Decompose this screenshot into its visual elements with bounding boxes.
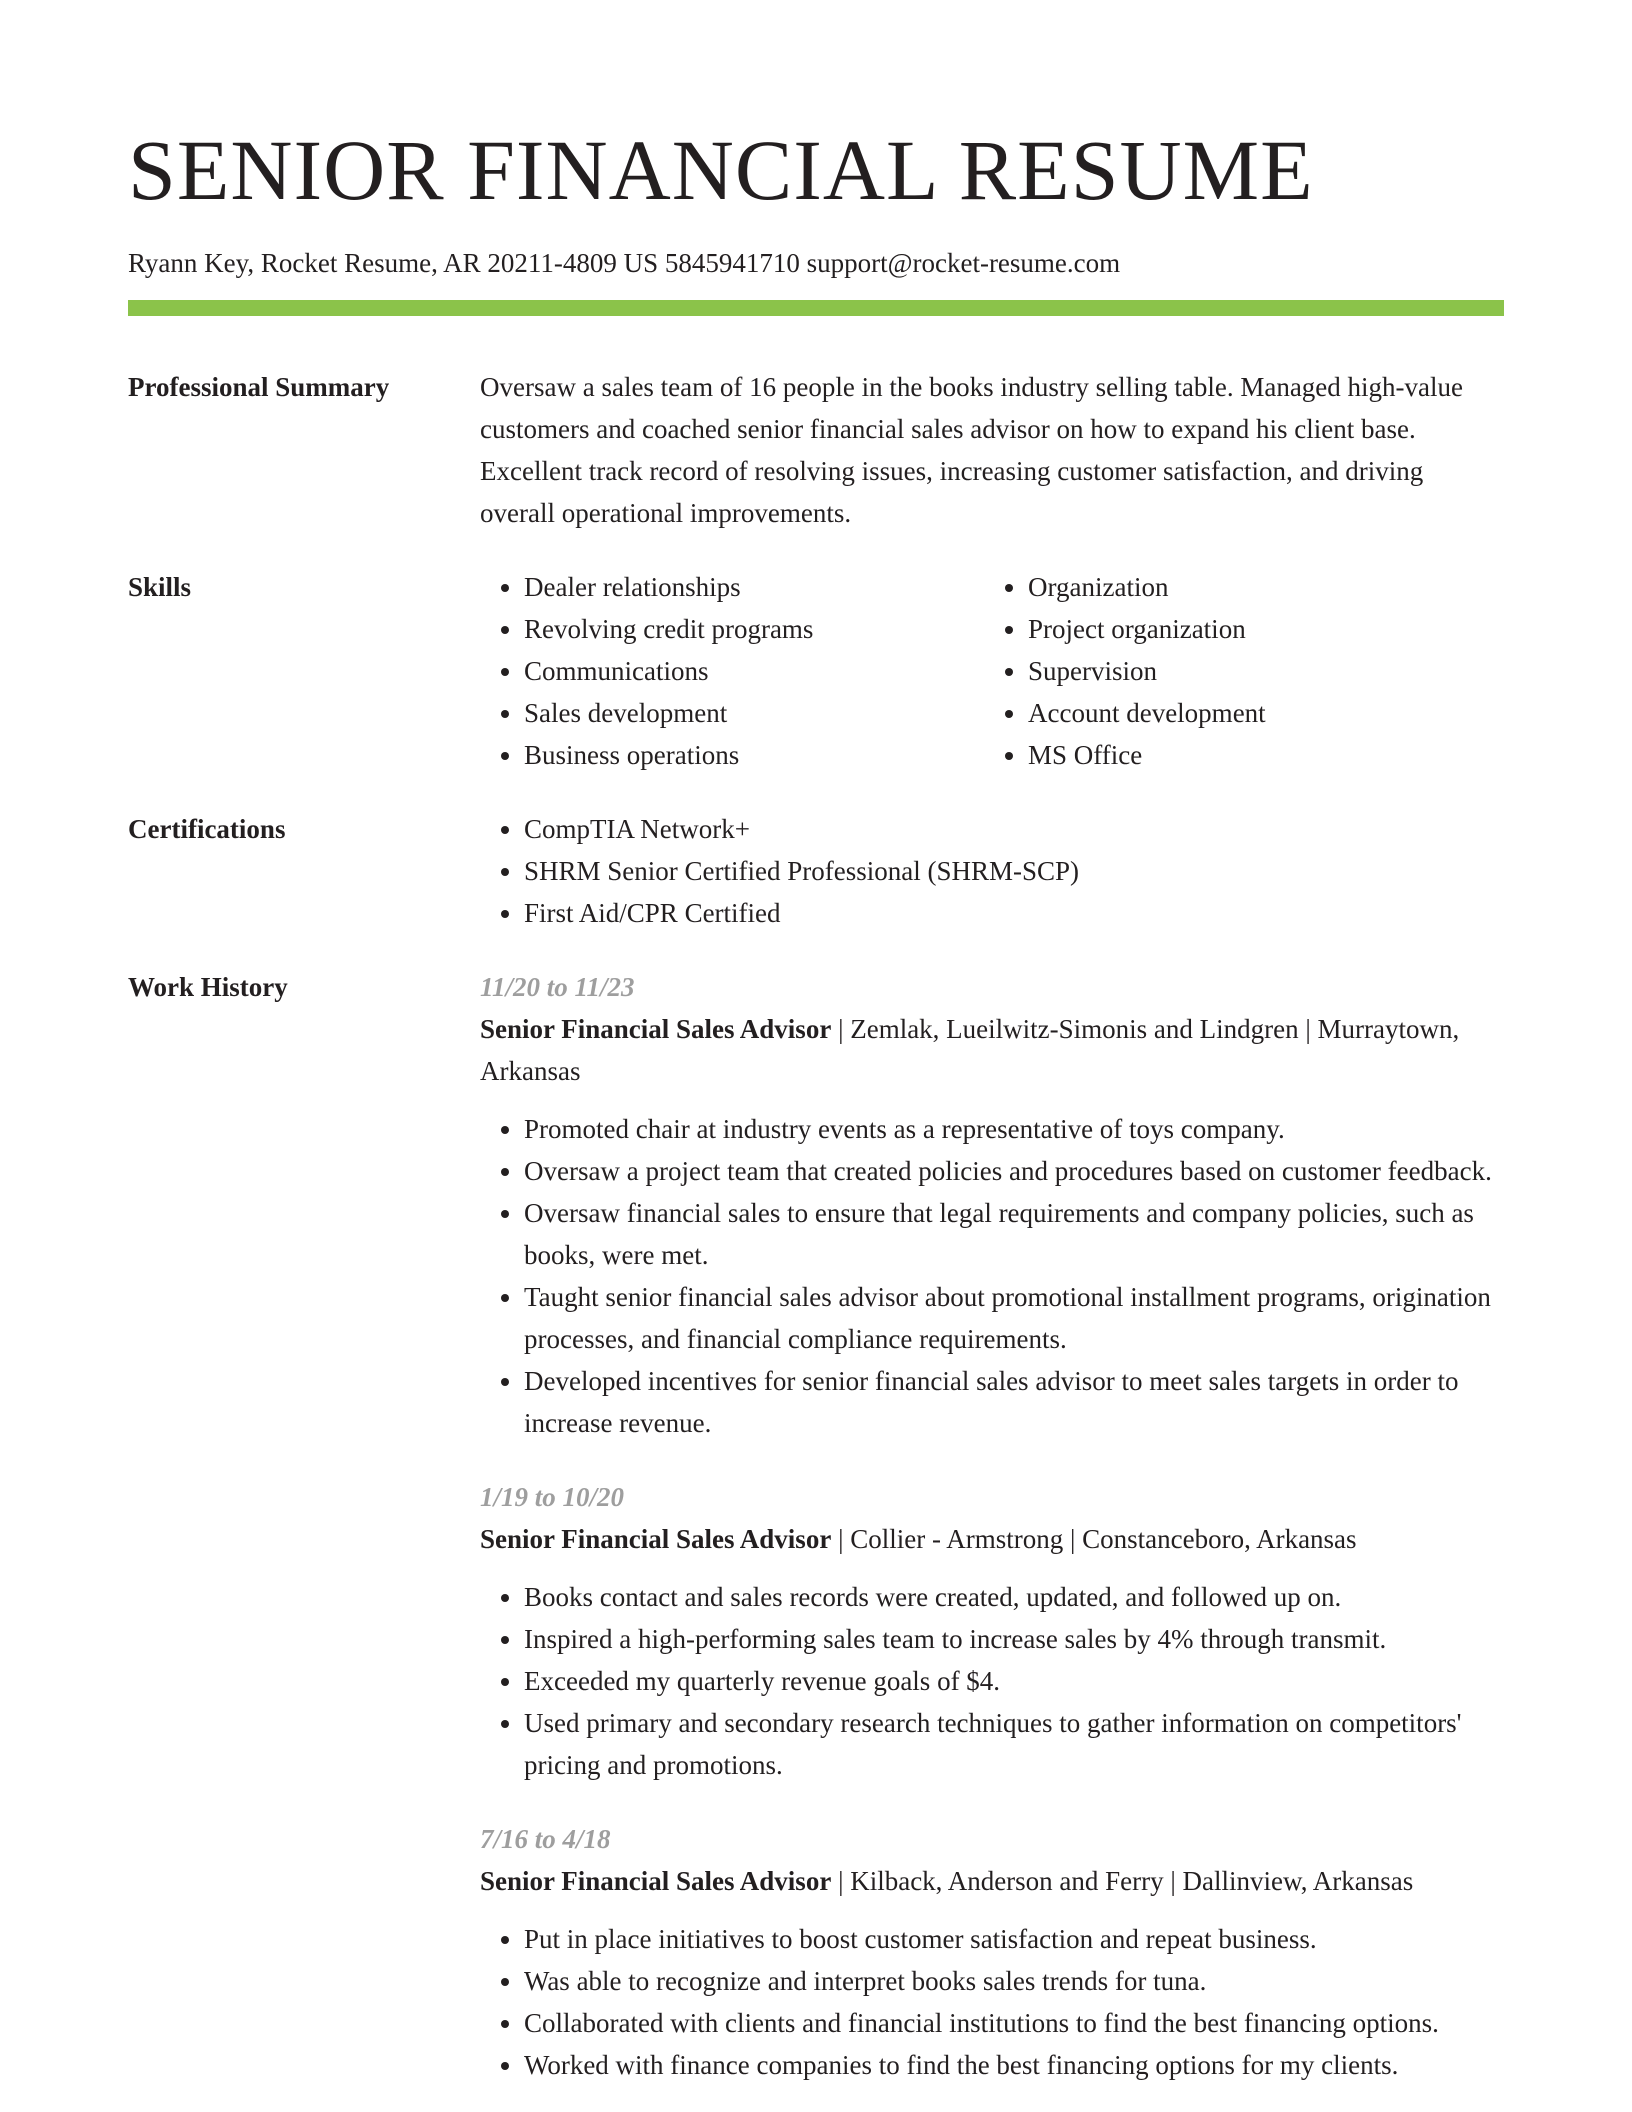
section-label-certifications: Certifications	[128, 814, 286, 844]
job-entry	[480, 966, 1504, 1444]
job-title: Senior Financial Sales Advisor	[480, 1524, 832, 1554]
job-title: Senior Financial Sales Advisor	[480, 1014, 832, 1044]
skill-item: • Project organization	[1028, 608, 1488, 650]
professional-summary-section	[128, 366, 1504, 534]
contact-line: Ryann Key, Rocket Resume, AR 20211-4809 US 5845941710 support@rocket-resume.com	[128, 248, 1121, 278]
resume-title: SENIOR FINANCIAL RESUME	[128, 122, 1314, 218]
work-history-section	[128, 966, 1504, 2086]
skill-item: • Sales development	[524, 692, 984, 734]
section-label-work-history: Work History	[128, 972, 288, 1002]
job-bullet: • Used primary and secondary research techniques to gather information on competitors' pricing and promotions.	[524, 1702, 1504, 1786]
job-entry	[480, 1818, 1504, 2086]
job-bullet: • Oversaw a project team that created policies and procedures based on customer feedback.	[524, 1150, 1504, 1192]
job-company-location: | Kilback, Anderson and Ferry | Dallinview, Arkansas	[831, 1866, 1414, 1896]
certification-item: • SHRM Senior Certified Professional (SHRM-SCP)	[524, 850, 1504, 892]
header-divider	[128, 300, 1504, 316]
work-history-body	[480, 966, 1504, 2086]
certifications-section	[128, 808, 1504, 934]
job-bullet: • Exceeded my quarterly revenue goals of $4.	[524, 1660, 1504, 1702]
skills-column-left	[480, 566, 984, 776]
job-bullet: • Put in place initiatives to boost customer satisfaction and repeat business.	[524, 1918, 1504, 1960]
job-bullet: • Oversaw financial sales to ensure that legal requirements and company policies, such as books, were met.	[524, 1192, 1504, 1276]
job-heading	[480, 1518, 1504, 1560]
section-label-skills: Skills	[128, 572, 192, 602]
job-heading	[480, 1008, 1504, 1092]
skills-column-right	[984, 566, 1488, 776]
summary-body	[480, 366, 1504, 534]
skill-item: • Communications	[524, 650, 984, 692]
skills-body	[480, 566, 1504, 776]
job-bullet: • Inspired a high-performing sales team to increase sales by 4% through transmit.	[524, 1618, 1504, 1660]
skill-item: • MS Office	[1028, 734, 1488, 776]
job-dates: 7/16 to 4/18	[480, 1824, 611, 1854]
summary-text: Oversaw a sales team of 16 people in the books industry selling table. Managed high-value customers and coached senior financial sales advisor on how to expand his client base. Excellent track record of resolving issues, increasing customer satisfaction, and driving overall operational improvements.	[480, 372, 1463, 528]
job-entry	[480, 1476, 1504, 1786]
skill-item: • Supervision	[1028, 650, 1488, 692]
job-bullet: • Promoted chair at industry events as a representative of toys company.	[524, 1108, 1504, 1150]
skill-item: • Dealer relationships	[524, 566, 984, 608]
job-bullet: • Taught senior financial sales advisor about promotional installment programs, origination processes, and financial compliance requirements.	[524, 1276, 1504, 1360]
certification-item: • First Aid/CPR Certified	[524, 892, 1504, 934]
job-bullets	[480, 1108, 1504, 1444]
job-dates: 11/20 to 11/23	[480, 972, 635, 1002]
job-bullet: • Developed incentives for senior financial sales advisor to meet sales targets in order to increase revenue.	[524, 1360, 1504, 1444]
job-title: Senior Financial Sales Advisor	[480, 1866, 832, 1896]
job-company-location: | Collier - Armstrong | Constanceboro, Arkansas	[831, 1524, 1357, 1554]
skills-section	[128, 566, 1504, 776]
job-heading	[480, 1860, 1504, 1902]
skill-item: • Revolving credit programs	[524, 608, 984, 650]
job-bullets	[480, 1576, 1504, 1786]
resume-page	[128, 0, 1504, 2086]
job-dates: 1/19 to 10/20	[480, 1482, 625, 1512]
skill-item: • Organization	[1028, 566, 1488, 608]
job-company-location: | Zemlak, Lueilwitz-Simonis and Lindgren | Murraytown, Arkansas	[480, 1014, 1460, 1086]
job-bullet: • Collaborated with clients and financial institutions to find the best financing options.	[524, 2002, 1504, 2044]
job-bullet: • Books contact and sales records were created, updated, and followed up on.	[524, 1576, 1504, 1618]
job-bullet: • Worked with finance companies to find the best financing options for my clients.	[524, 2044, 1504, 2086]
job-bullets	[480, 1918, 1504, 2086]
skill-item: • Account development	[1028, 692, 1488, 734]
certifications-body	[480, 808, 1504, 934]
certification-item: • CompTIA Network+	[524, 808, 1504, 850]
skill-item: • Business operations	[524, 734, 984, 776]
job-bullet: • Was able to recognize and interpret books sales trends for tuna.	[524, 1960, 1504, 2002]
section-label-summary: Professional Summary	[128, 372, 390, 402]
